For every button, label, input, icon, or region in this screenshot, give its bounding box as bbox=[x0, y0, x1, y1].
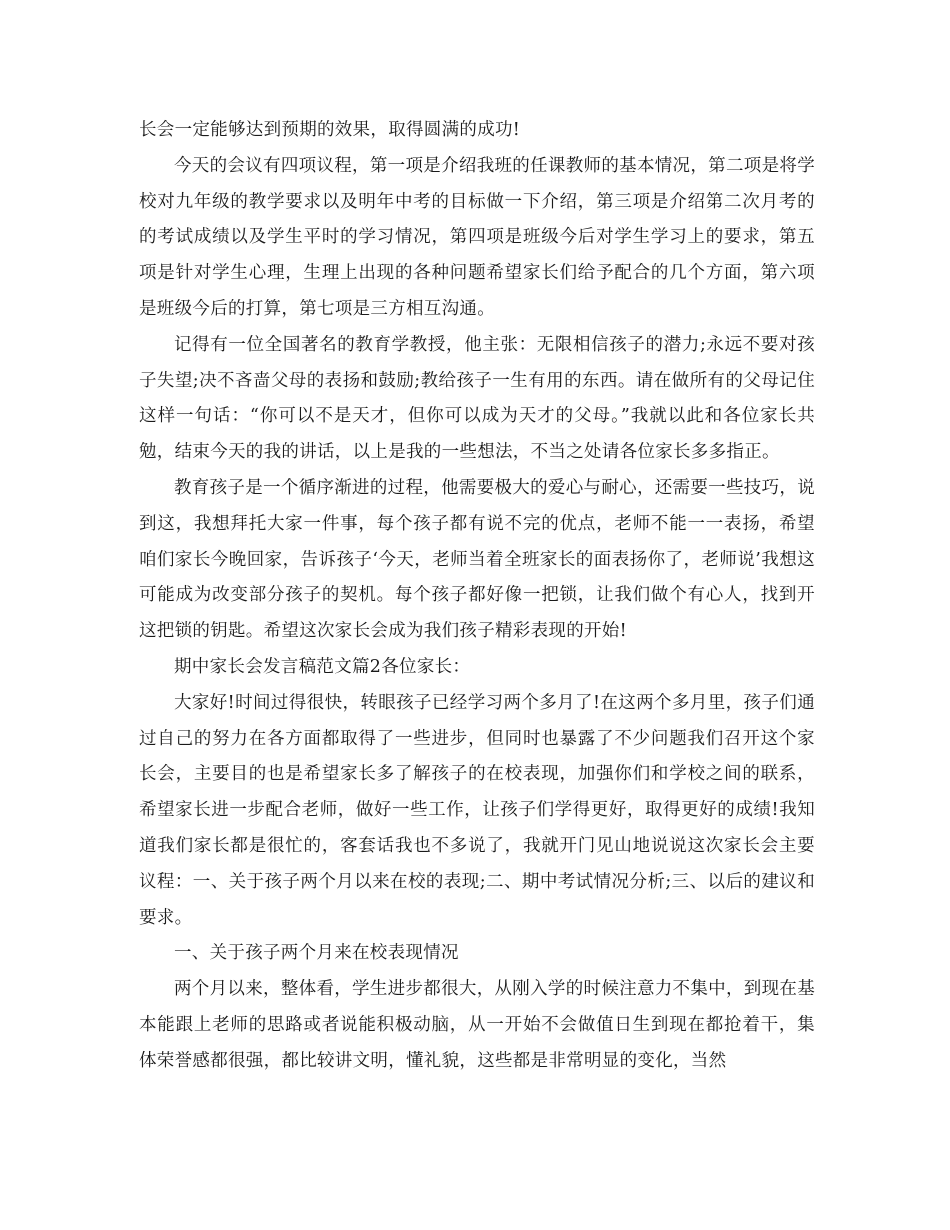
paragraph-6: 两个月以来，整体看，学生进步都很大，从刚入学的时候注意力不集中，到现在基本能跟上老师的思路或者说能积极动脑，从一开始不会做值日生到现在都抢着干，集体荣誉感都很强，都比较讲文明，懂礼貌，这些都是非常明显的变化，当然 bbox=[139, 979, 815, 1071]
section-heading-1: 一、关于孩子两个月来在校表现情况 bbox=[174, 943, 459, 964]
document-body bbox=[139, 113, 815, 1080]
paragraph-3: 记得有一位全国著名的教育学教授，他主张：无限相信孩子的潜力;永远不要对孩子失望;决不吝啬父母的表扬和鼓励;教给孩子一生有用的东西。请在做所有的父母记住这样一句话：“你可以不是天才，但你可以成为天才的父母。”我就以此和各位家长共勉，结束今天的我的讲话，以上是我的一些想法，不当之处请各位家长多多指正。 bbox=[139, 334, 815, 463]
paragraph-5: 大家好!时间过得很快，转眼孩子已经学习两个多月了!在这两个多月里，孩子们通过自己的努力在各方面都取得了一些进步，但同时也暴露了不少问题我们召开这个家长会，主要目的也是希望家长多了解孩子的在校表现，加强你们和学校之间的联系，希望家长进一步配合老师，做好一些工作，让孩子们学得更好，取得更好的成绩!我知道我们家长都是很忙的，客套话我也不多说了，我就开门见山地说说这次家长会主要议程：一、关于孩子两个月以来在校的表现;二、期中考试情况分析;三、以后的建议和要求。 bbox=[139, 692, 815, 928]
paragraph-2: 今天的会议有四项议程，第一项是介绍我班的任课教师的基本情况，第二项是将学校对九年级的教学要求以及明年中考的目标做一下介绍，第三项是介绍第二次月考的的考试成绩以及学生平时的学习情况，第四项是班级今后对学生学习上的要求，第五项是针对学生心理，生理上出现的各种问题希望家长们给予配合的几个方面，第六项是班级今后的打算，第七项是三方相互沟通。 bbox=[139, 155, 815, 319]
section-heading-article-2: 期中家长会发言稿范文篇2各位家长： bbox=[174, 656, 471, 677]
paragraph-4: 教育孩子是一个循序渐进的过程，他需要极大的爱心与耐心，还需要一些技巧，说到这，我想拜托大家一件事，每个孩子都有说不完的优点，老师不能一一表扬，希望咱们家长今晚回家，告诉孩子‘今天，老师当着全班家长的面表扬你了，老师说’我想这可能成为改变部分孩子的契机。每个孩子都好像一把锁，让我们做个有心人，找到开这把锁的钥匙。希望这次家长会成为我们孩子精彩表现的开始! bbox=[139, 477, 815, 642]
paragraph-1: 长会一定能够达到预期的效果，取得圆满的成功! bbox=[139, 120, 521, 140]
